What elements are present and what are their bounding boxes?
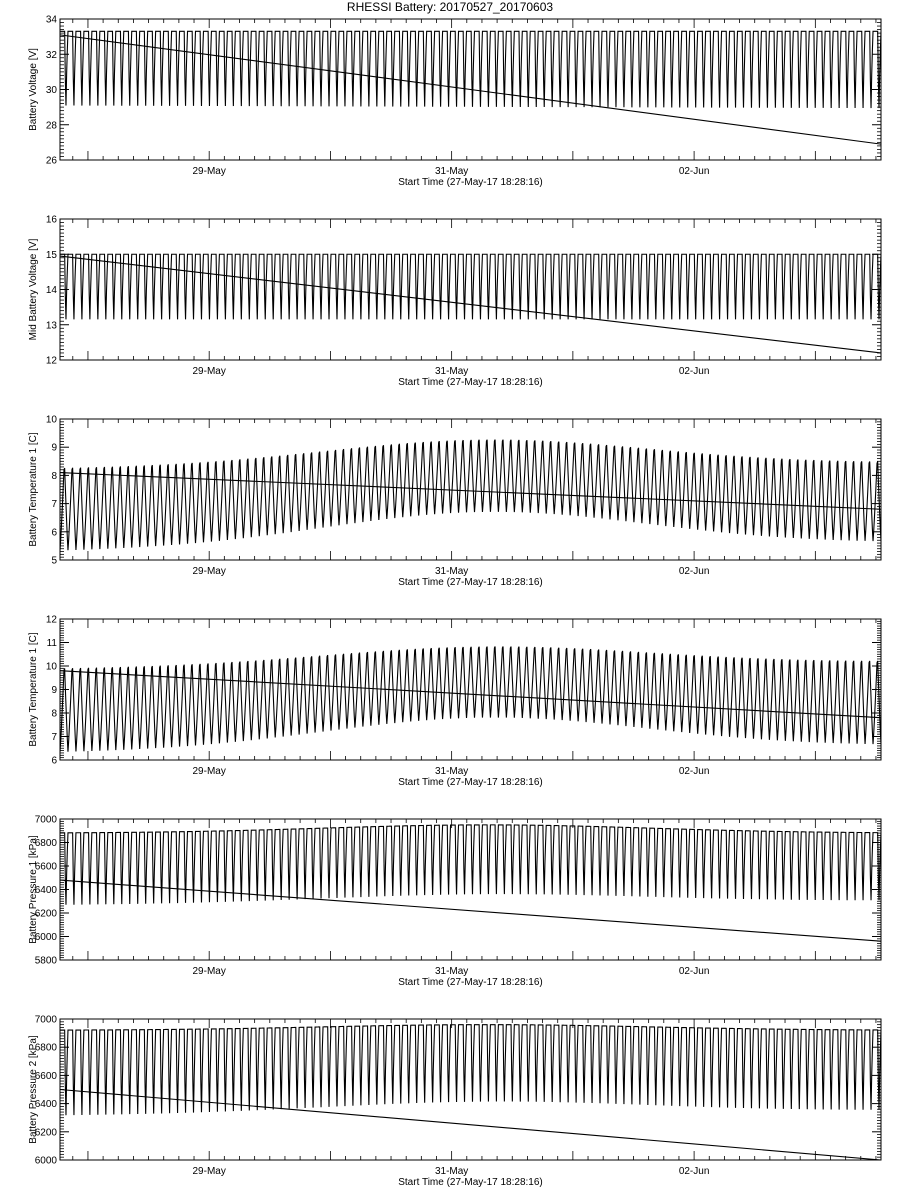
y-axis-title: Battery Temperature 1 [C] <box>28 632 39 747</box>
x-axis-title: Start Time (27-May-17 18:28:16) <box>398 377 543 388</box>
oscillation-series-line <box>60 31 881 108</box>
x-tick-label: 29-May <box>192 566 226 577</box>
data-layer <box>60 254 881 353</box>
y-tick-label: 13 <box>45 320 57 332</box>
y-tick-label: 10 <box>45 414 57 426</box>
y-tick-label: 12 <box>45 355 57 367</box>
y-tick-label: 6600 <box>34 861 57 873</box>
chart-title: RHESSI Battery: 20170527_20170603 <box>346 0 554 14</box>
x-tick-label: 29-May <box>192 1166 226 1177</box>
y-tick-label: 28 <box>45 120 57 132</box>
x-axis-title: Start Time (27-May-17 18:28:16) <box>398 577 543 588</box>
x-tick-label: 02-Jun <box>678 166 710 177</box>
y-tick-label: 6600 <box>34 1070 57 1082</box>
y-tick-label: 6400 <box>34 885 57 896</box>
y-tick-label: 6200 <box>34 1127 57 1139</box>
y-tick-label: 6800 <box>34 838 57 849</box>
data-layer <box>60 440 881 551</box>
trend-series-line <box>60 473 881 510</box>
y-tick-label: 8 <box>51 708 57 720</box>
y-tick-label: 10 <box>45 661 57 673</box>
y-tick-label: 8 <box>51 470 57 482</box>
y-axis-title: Battery Pressure 1 [kPa] <box>28 835 39 944</box>
trend-series-line <box>60 671 881 718</box>
y-tick-label: 6400 <box>34 1099 57 1111</box>
y-tick-label: 7 <box>51 732 57 743</box>
y-tick-label: 5800 <box>34 955 57 967</box>
oscillation-series-line <box>60 440 881 551</box>
y-axis-title: Mid Battery Voltage [V] <box>28 238 39 341</box>
data-layer <box>60 1025 881 1160</box>
x-tick-label: 31-May <box>434 766 469 777</box>
x-tick-label: 29-May <box>192 966 226 977</box>
data-layer <box>60 31 881 144</box>
y-tick-label: 11 <box>46 638 57 649</box>
plot-panels <box>28 15 881 1189</box>
y-tick-label: 6200 <box>34 908 57 920</box>
x-tick-label: 29-May <box>192 766 226 777</box>
x-tick-label: 29-May <box>192 366 226 377</box>
oscillation-series-line <box>60 254 881 319</box>
oscillation-series-line <box>60 825 881 905</box>
y-tick-label: 6000 <box>34 932 57 943</box>
x-axis-title: Start Time (27-May-17 18:28:16) <box>398 977 543 988</box>
chart-panel-3 <box>28 415 881 589</box>
y-tick-label: 6 <box>51 527 57 539</box>
y-tick-label: 12 <box>45 614 57 626</box>
y-tick-label: 7 <box>51 499 57 511</box>
x-tick-label: 31-May <box>434 566 469 577</box>
y-tick-label: 7000 <box>34 1014 57 1026</box>
x-axis-title: Start Time (27-May-17 18:28:16) <box>398 177 543 188</box>
y-tick-label: 16 <box>45 214 57 226</box>
y-tick-label: 15 <box>45 249 57 261</box>
y-axis-title: Battery Voltage [V] <box>28 48 39 131</box>
data-layer <box>60 825 881 941</box>
oscillation-series-line <box>60 1025 881 1116</box>
trend-series-line <box>60 880 881 941</box>
y-tick-label: 7000 <box>34 814 57 826</box>
trend-series-line <box>60 1090 881 1161</box>
x-tick-label: 02-Jun <box>678 966 710 977</box>
y-tick-label: 34 <box>45 14 57 26</box>
x-tick-label: 31-May <box>434 966 469 977</box>
x-tick-label: 02-Jun <box>678 1166 710 1177</box>
y-tick-label: 30 <box>45 85 57 96</box>
x-axis-title: Start Time (27-May-17 18:28:16) <box>398 1177 543 1188</box>
x-tick-label: 31-May <box>434 166 469 177</box>
y-tick-label: 5 <box>51 555 57 567</box>
x-tick-label: 02-Jun <box>678 566 710 577</box>
y-axis-title: Battery Temperature 1 [C] <box>28 432 39 547</box>
y-tick-label: 9 <box>51 685 57 696</box>
oscillation-series-line <box>60 647 881 752</box>
y-tick-label: 26 <box>45 155 57 167</box>
plot-frame <box>60 619 881 760</box>
x-tick-label: 29-May <box>192 166 226 177</box>
y-tick-label: 6800 <box>34 1042 57 1054</box>
x-tick-label: 31-May <box>434 1166 469 1177</box>
y-tick-label: 9 <box>51 442 57 454</box>
chart-panel-2 <box>28 215 881 389</box>
x-tick-label: 31-May <box>434 366 469 377</box>
data-layer <box>60 647 881 752</box>
y-axis-title: Battery Pressure 2 [kPa] <box>28 1035 39 1144</box>
chart-panel-4 <box>28 615 881 789</box>
y-tick-label: 14 <box>45 285 57 296</box>
chart-panel-6 <box>28 1015 881 1189</box>
y-tick-label: 6000 <box>34 1155 57 1167</box>
x-tick-label: 02-Jun <box>678 766 710 777</box>
chart-panel-1 <box>28 15 881 189</box>
chart-panel-5 <box>28 815 881 989</box>
x-tick-label: 02-Jun <box>678 366 710 377</box>
y-tick-label: 6 <box>51 755 57 767</box>
y-tick-label: 32 <box>45 49 57 61</box>
x-axis-title: Start Time (27-May-17 18:28:16) <box>398 777 543 788</box>
